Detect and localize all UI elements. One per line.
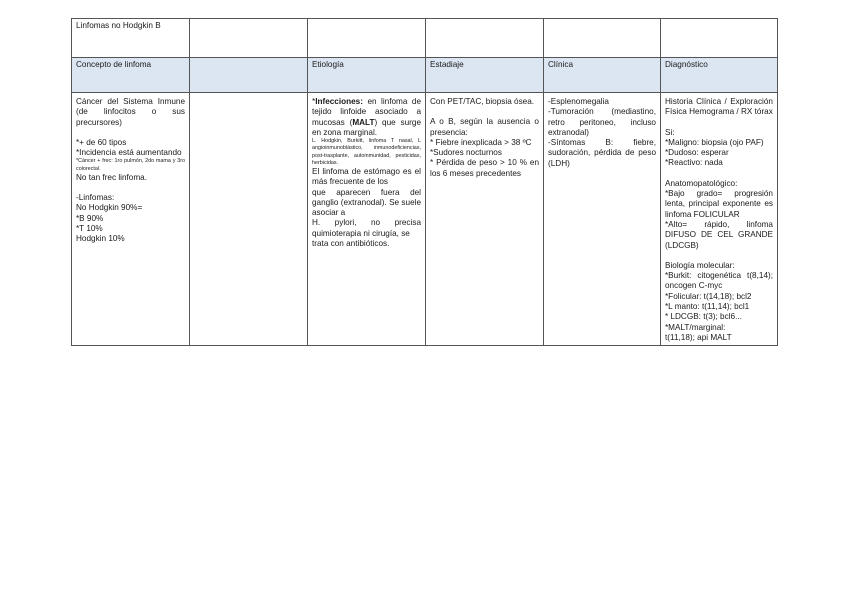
- concepto-non-hodgkin: No Hodgkin 90%=: [76, 203, 143, 213]
- empty-cell: [190, 19, 308, 58]
- empty-cell: [426, 19, 544, 58]
- etiologia-cell: [308, 93, 426, 346]
- content-row: [72, 93, 778, 346]
- concepto-lymphoma-frequency: No tan frec linfoma.: [76, 172, 147, 182]
- clinica-b-symptoms: -Síntomas B: fiebre, sudoración, pérdida de peso (LDH): [548, 138, 656, 168]
- diagnostico-ldcgb: * LDCGB: t(3); bcl6...: [665, 312, 742, 322]
- concepto-hodgkin: Hodgkin 10%: [76, 234, 125, 244]
- estadiaje-weight-loss: * Pérdida de peso > 10 % en los 6 meses precedentes: [430, 158, 539, 178]
- etiologia-stomach-1: El linfoma de estómago es el más frecuente de los: [312, 167, 421, 187]
- header-etiologia: Etiología: [308, 58, 426, 93]
- header-concepto: Concepto de linfoma: [72, 58, 190, 93]
- empty-cell: [544, 19, 661, 58]
- concepto-types: *+ de 60 tipos: [76, 137, 127, 147]
- diagnostico-mantle: *L manto: t(11,14); bcl1: [665, 302, 750, 312]
- diagnostico-if: Si:: [665, 127, 675, 137]
- etiologia-infections: *Infecciones: en linfoma de tejido linfoide asociado a mucosas (MALT) que surge en zona marginal.: [312, 97, 422, 137]
- estadiaje-imaging: Con PET/TAC, biopsia ósea.: [430, 97, 535, 106]
- header-empty: [190, 58, 308, 93]
- empty-cell: [308, 19, 426, 58]
- diagnostico-pathology-label: Anatomopatológico:: [665, 178, 738, 188]
- estadiaje-cell: [426, 93, 544, 346]
- concepto-b-cell: *B 90%: [76, 213, 104, 223]
- diagnostico-low-grade: *Bajo grado= progresión lenta, principal exponente es linfoma FOLICULAR: [665, 189, 773, 219]
- concepto-definition: Cáncer del Sistema Inmune (de linfocitos o sus precursores): [76, 97, 185, 127]
- table-title: Linfomas no Hodgkin B: [72, 19, 190, 58]
- concepto-incidence: *Incidencia está aumentando: [76, 148, 182, 158]
- clinica-tumor: -Tumoración (mediastino, retro peritoneo, incluso extranodal): [548, 107, 656, 137]
- diagnostico-follicular: *Folicular: t(14,18); bcl2: [665, 291, 752, 301]
- header-row: [72, 58, 778, 93]
- diagnostico-high-grade: *Alto= rápido, linfoma DIFUSO DE CEL GRANDE (LDCGB): [665, 219, 773, 250]
- concepto-lymphomas-label: -Linfomas:: [76, 193, 115, 203]
- diagnostico-clinical: Historia Clínica / Exploración Física Hemograma / RX tórax: [665, 97, 773, 117]
- diagnostico-molecular-label: Biología molecular:: [665, 260, 735, 270]
- lymphoma-table: [71, 18, 778, 346]
- empty-cell: [190, 93, 308, 346]
- diagnostico-reactive: *Reactivo: nada: [665, 158, 723, 168]
- header-estadiaje: Estadiaje: [426, 58, 544, 93]
- header-diagnostico: Diagnóstico: [661, 58, 778, 93]
- etiologia-stomach-4: trata con antibióticos.: [312, 239, 390, 249]
- header-clinica: Clínica: [544, 58, 661, 93]
- clinica-splenomegaly: -Esplenomegalia: [548, 97, 609, 106]
- diagnostico-malt: *MALT/marginal:: [665, 322, 726, 332]
- etiologia-causes-list: L. Hodgkin, Burkitt, linfoma T nasal, L angioinmunoblástico, inmunodeficiencias, post-trasplante, autoinmunidad, pesticidas, herbicidas.: [312, 138, 421, 166]
- diagnostico-cell: [661, 93, 778, 346]
- concepto-cell: [72, 93, 190, 346]
- estadiaje-fever: * Fiebre inexplicada > 38 ºC: [430, 137, 532, 147]
- diagnostico-malignant: *Maligno: biopsia (ojo PAF): [665, 137, 764, 147]
- estadiaje-sweats: *Sudores nocturnos: [430, 148, 502, 158]
- clinica-cell: [544, 93, 661, 346]
- title-row: [72, 19, 778, 58]
- concepto-frequent-cancers: *Cáncer + frec: 1ro pulmón, 2do mama y 3ro colorectal.: [76, 158, 185, 172]
- etiologia-stomach-2: que aparecen fuera del ganglio (extranodal). Se suele asociar a: [312, 187, 421, 218]
- diagnostico-burkitt: *Burkit: citogenética t(8,14); oncogen C-myc: [665, 271, 773, 291]
- diagnostico-doubtful: *Dudoso: esperar: [665, 148, 729, 158]
- diagnostico-malt-translocation: t(11,18); api MALT: [665, 332, 732, 342]
- concepto-t-cell: *T 10%: [76, 224, 103, 234]
- etiologia-stomach-3: H. pylori, no precisa quimioterapia ni cirugía, se: [312, 218, 421, 238]
- empty-cell: [661, 19, 778, 58]
- estadiaje-ab: A o B, según la ausencia o presencia:: [430, 117, 539, 137]
